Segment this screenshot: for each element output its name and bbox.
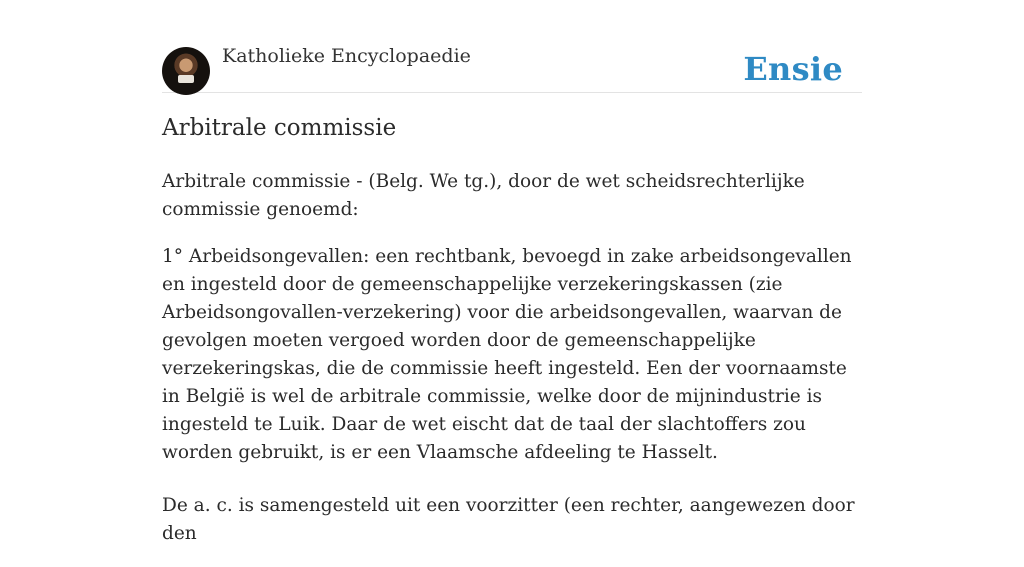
avatar-collar [178,75,194,83]
portrait-avatar-icon[interactable] [162,47,210,95]
paragraph-intro: Arbitrale commissie - (Belg. We tg.), door de wet scheidsrechterlijke commissie genoemd: [162,171,805,220]
article-body [162,168,862,567]
paragraph-samenstelling: De a. c. is samengesteld uit een voorzitter (een rechter, aangewezen door den [162,495,855,544]
article-title: Arbitrale commissie [162,115,397,141]
site-header [162,0,862,93]
source-name-link[interactable]: Katholieke Encyclopaedie [222,45,471,67]
paragraph-arbeidsongevallen: 1° Arbeidsongevallen: een rechtbank, bevoegd in zake arbeidsongevallen en ingesteld door de gemeenschappelijke verzekeringskassen (zie Arbeidsongovallen-verzekering) voor die arbeidsongevallen, waarvan de gevolgen moeten vergoed worden door de gemeenschappelijke verzekeringskas, die de commissie heeft ingesteld. Een der voornaamste in België is wel de arbitrale commissie, welke door de mijnindustrie is ingesteld te Luik. Daar de wet eischt dat de taal der slachtoffers zou worden gebruikt, is er een Vlaamsche afdeeling te Hasselt. [162,246,852,463]
page-container [162,0,862,544]
ensie-logo[interactable]: Ensie [743,50,843,88]
